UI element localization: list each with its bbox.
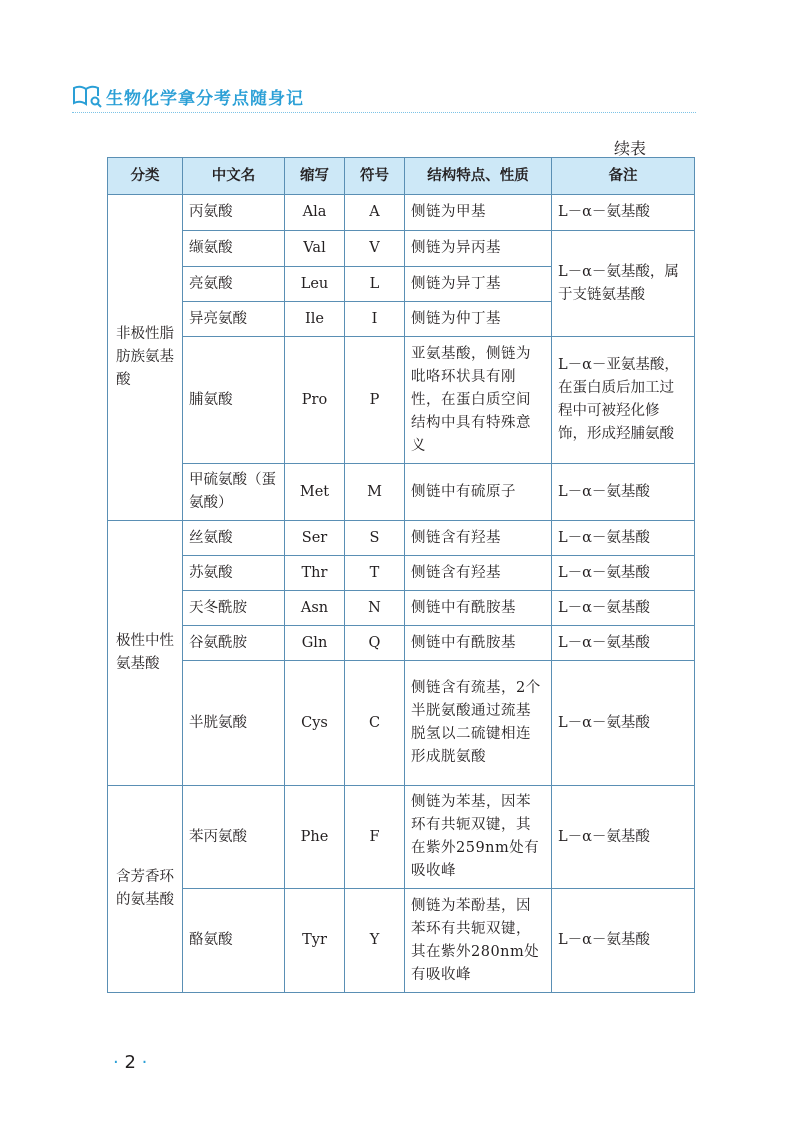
- abbr-cell: Cys: [285, 661, 345, 786]
- note-cell: L－α－氨基酸: [552, 661, 695, 786]
- symbol-cell: F: [345, 786, 405, 889]
- feature-cell: 侧链含有羟基: [405, 556, 552, 591]
- book-icon: [72, 84, 102, 108]
- symbol-cell: C: [345, 661, 405, 786]
- feature-cell: 侧链含有羟基: [405, 521, 552, 556]
- name-cell: 苯丙氨酸: [183, 786, 285, 889]
- symbol-cell: A: [345, 195, 405, 231]
- name-cell: 甲硫氨酸（蛋氨酸）: [183, 464, 285, 521]
- col-header-symbol: 符号: [345, 158, 405, 195]
- abbr-cell: Asn: [285, 591, 345, 626]
- page-number-value: 2: [124, 1052, 136, 1073]
- name-cell: 酪氨酸: [183, 889, 285, 993]
- table-row: [108, 231, 695, 267]
- note-cell: L－α－氨基酸: [552, 591, 695, 626]
- name-cell: 半胱氨酸: [183, 661, 285, 786]
- feature-cell: 侧链中有酰胺基: [405, 626, 552, 661]
- symbol-cell: Q: [345, 626, 405, 661]
- feature-cell: 侧链中有硫原子: [405, 464, 552, 521]
- abbr-cell: Pro: [285, 337, 345, 464]
- running-header: [72, 82, 304, 110]
- abbr-cell: Ser: [285, 521, 345, 556]
- name-cell: 谷氨酰胺: [183, 626, 285, 661]
- note-cell: L－α－氨基酸: [552, 195, 695, 231]
- note-cell: L－α－氨基酸: [552, 521, 695, 556]
- feature-cell: 侧链为甲基: [405, 195, 552, 231]
- note-cell: L－α－氨基酸: [552, 889, 695, 993]
- symbol-cell: S: [345, 521, 405, 556]
- col-header-category: 分类: [108, 158, 183, 195]
- name-cell: 天冬酰胺: [183, 591, 285, 626]
- symbol-cell: L: [345, 267, 405, 302]
- feature-cell: 侧链为仲丁基: [405, 302, 552, 337]
- abbr-cell: Met: [285, 464, 345, 521]
- table-row: [108, 661, 695, 786]
- symbol-cell: N: [345, 591, 405, 626]
- table-row: [108, 591, 695, 626]
- feature-cell: 侧链中有酰胺基: [405, 591, 552, 626]
- col-header-features: 结构特点、性质: [405, 158, 552, 195]
- table-row: [108, 786, 695, 889]
- abbr-cell: Phe: [285, 786, 345, 889]
- name-cell: 丙氨酸: [183, 195, 285, 231]
- feature-cell: 侧链为苯酚基，因苯环有共轭双键，其在紫外280nm处有吸收峰: [405, 889, 552, 993]
- symbol-cell: P: [345, 337, 405, 464]
- book-title: 生物化学拿分考点随身记: [106, 88, 304, 109]
- table-row: [108, 521, 695, 556]
- abbr-cell: Leu: [285, 267, 345, 302]
- table-header-row: [108, 158, 695, 195]
- abbr-cell: Ala: [285, 195, 345, 231]
- table-row: [108, 556, 695, 591]
- table-row: [108, 889, 695, 993]
- symbol-cell: I: [345, 302, 405, 337]
- symbol-cell: M: [345, 464, 405, 521]
- name-cell: 苏氨酸: [183, 556, 285, 591]
- note-cell: L－α－亚氨基酸，在蛋白质后加工过程中可被羟化修饰，形成羟脯氨酸: [552, 337, 695, 464]
- table-row: [108, 464, 695, 521]
- feature-cell: 侧链为异丙基: [405, 231, 552, 267]
- abbr-cell: Tyr: [285, 889, 345, 993]
- amino-acid-table: [107, 157, 695, 993]
- col-header-notes: 备注: [552, 158, 695, 195]
- feature-cell: 侧链为苯基，因苯环有共轭双键，其在紫外259nm处有吸收峰: [405, 786, 552, 889]
- note-cell: L－α－氨基酸: [552, 464, 695, 521]
- symbol-cell: V: [345, 231, 405, 267]
- name-cell: 脯氨酸: [183, 337, 285, 464]
- page-dot-right: ·: [141, 1052, 148, 1073]
- category-cell: 极性中性氨基酸: [108, 521, 183, 786]
- symbol-cell: Y: [345, 889, 405, 993]
- page-number: [113, 1052, 147, 1073]
- name-cell: 缬氨酸: [183, 231, 285, 267]
- table-row: [108, 195, 695, 231]
- name-cell: 异亮氨酸: [183, 302, 285, 337]
- page-dot-left: ·: [113, 1052, 119, 1073]
- table-row: [108, 337, 695, 464]
- col-header-chinese-name: 中文名: [183, 158, 285, 195]
- note-cell: L－α－氨基酸: [552, 786, 695, 889]
- feature-cell: 侧链含有巯基，2个半胱氨酸通过巯基脱氢以二硫键相连形成胱氨酸: [405, 661, 552, 786]
- note-cell: L－α－氨基酸: [552, 626, 695, 661]
- note-cell: L－α－氨基酸: [552, 556, 695, 591]
- feature-cell: 侧链为异丁基: [405, 267, 552, 302]
- category-cell: 非极性脂肪族氨基酸: [108, 195, 183, 521]
- header-divider: [72, 112, 696, 113]
- name-cell: 亮氨酸: [183, 267, 285, 302]
- col-header-abbreviation: 缩写: [285, 158, 345, 195]
- abbr-cell: Thr: [285, 556, 345, 591]
- name-cell: 丝氨酸: [183, 521, 285, 556]
- note-cell-merged: L－α－氨基酸，属于支链氨基酸: [552, 231, 695, 337]
- abbr-cell: Val: [285, 231, 345, 267]
- abbr-cell: Ile: [285, 302, 345, 337]
- category-cell: 含芳香环的氨基酸: [108, 786, 183, 993]
- table-row: [108, 626, 695, 661]
- continued-label: 续表: [614, 139, 647, 158]
- feature-cell: 亚氨基酸，侧链为吡咯环状具有刚性，在蛋白质空间结构中具有特殊意义: [405, 337, 552, 464]
- symbol-cell: T: [345, 556, 405, 591]
- abbr-cell: Gln: [285, 626, 345, 661]
